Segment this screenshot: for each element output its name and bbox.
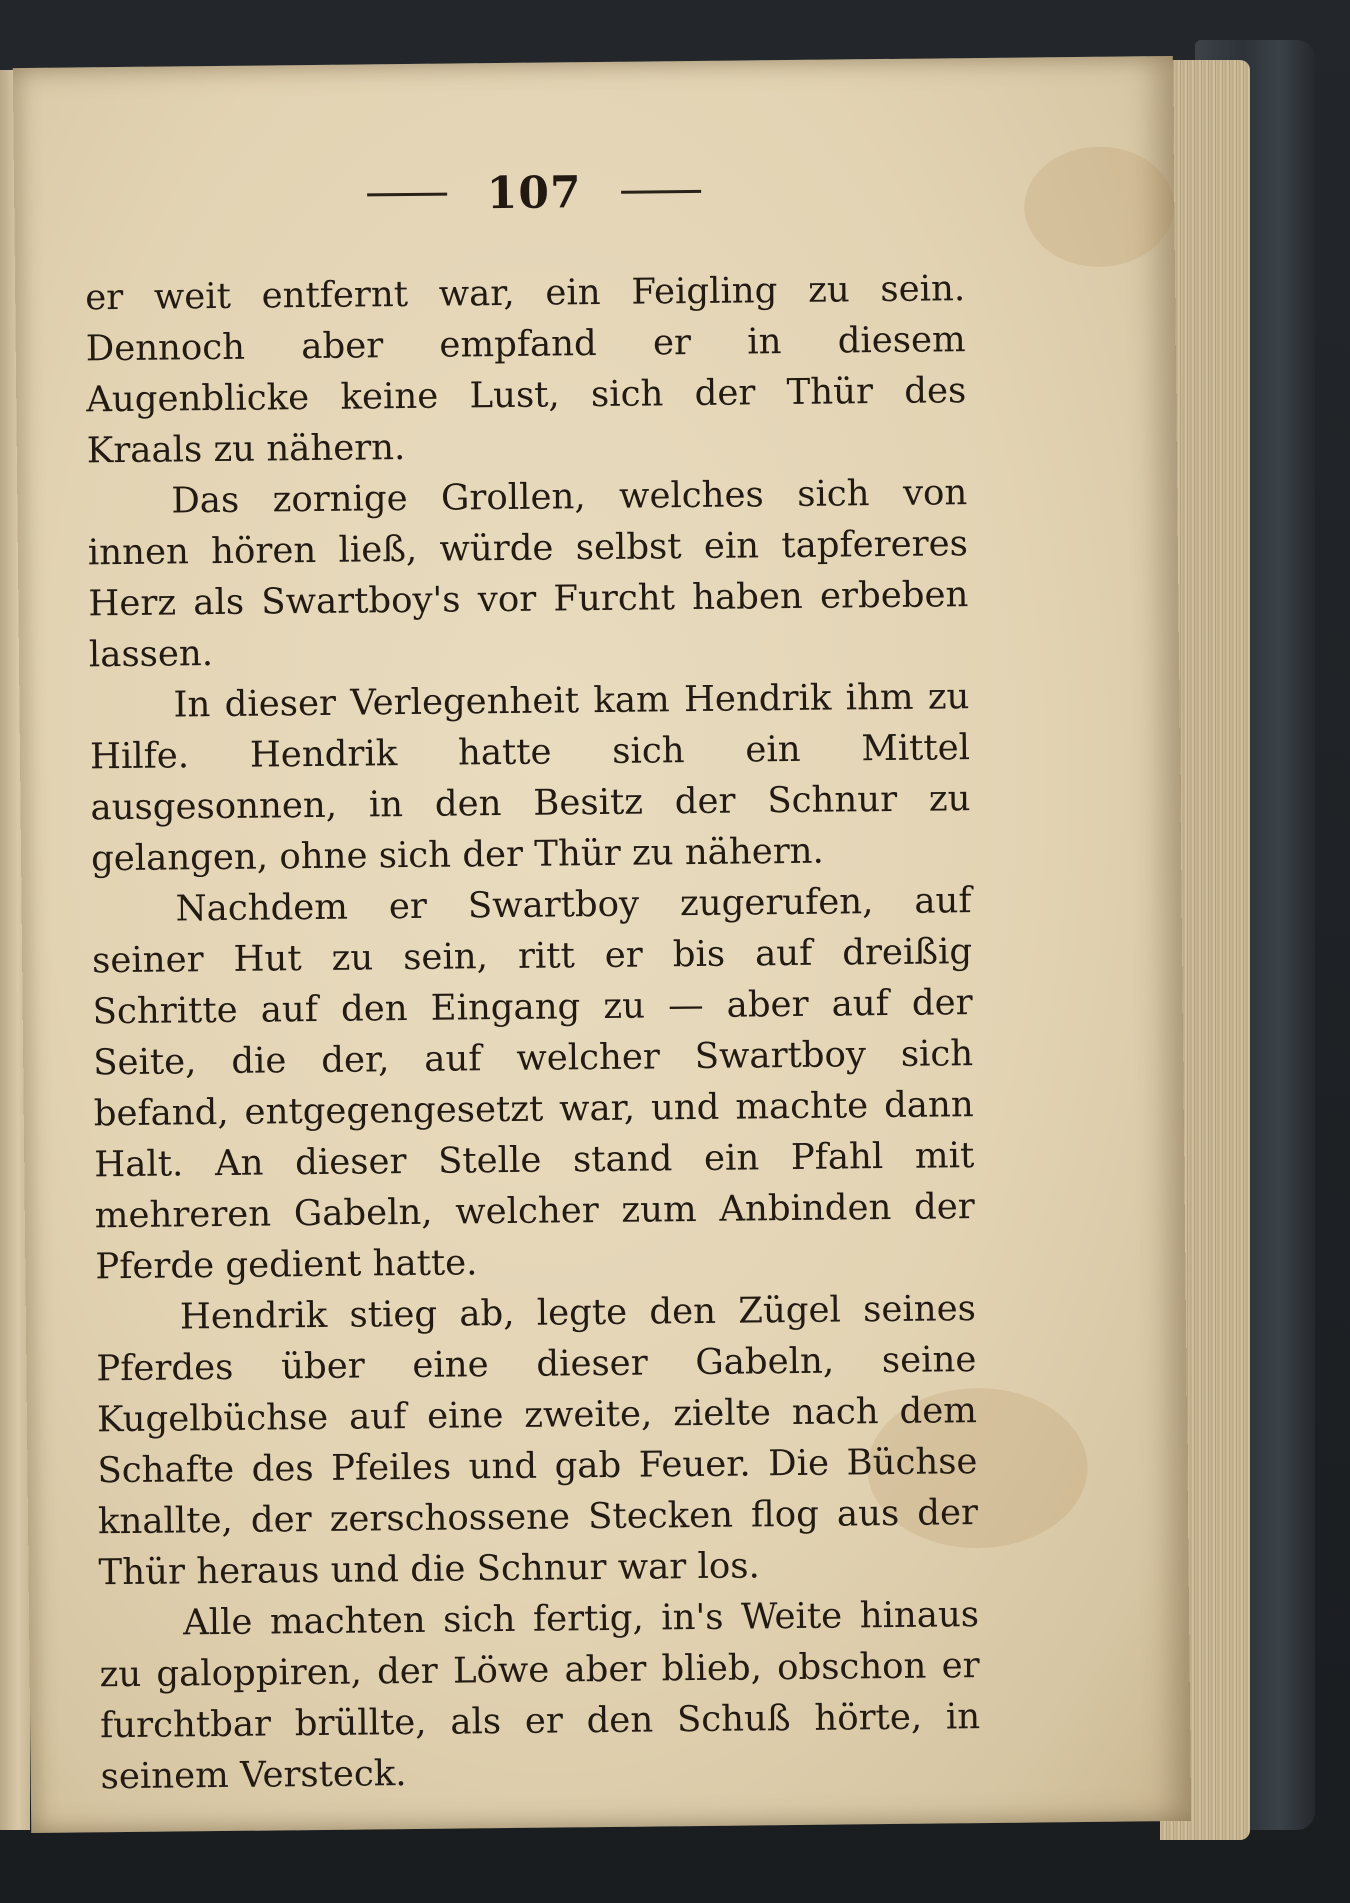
paragraph: Nachdem er Swartboy zugerufen, auf seiner Hut zu sein, ritt er bis auf dreißig Schritte auf den Eingang zu — aber auf der Seite, die der, auf welcher Swartboy sich befand, entgegengesetzt war, und machte dann Halt. An dieser Stelle stand ein Pfahl mit mehreren Gabeln, welcher zum Anbinden der Pferde gedient hatte. <box>91 880 975 1288</box>
paragraph: er weit entfernt war, ein Feigling zu sein. Dennoch aber empfand er in diesem Augenblicke keine Lust, sich der Thür des Kraals zu nähern. <box>84 268 967 472</box>
body-text <box>85 263 981 1802</box>
paragraph: Das zornige Grollen, welches sich von innen hören ließ, würde selbst ein tapfereres Herz als Swartboy's vor Furcht haben erbeben lassen. <box>87 472 969 676</box>
book-page <box>13 56 1191 1833</box>
header-rule-right <box>622 189 702 193</box>
header-rule-left <box>367 192 447 196</box>
paragraph: Alle machten sich fertig, in's Weite hinaus zu galoppiren, der Löwe aber blieb, obschon er furchtbar brüllte, als er den Schuß hörte, in seinem Versteck. <box>99 1594 981 1798</box>
page-header <box>14 157 1055 228</box>
paragraph: In dieser Verlegenheit kam Hendrik ihm zu Hilfe. Hendrik hatte sich ein Mittel ausgesonnen, in den Besitz der Schnur zu gelangen, ohne sich der Thür zu nähern. <box>89 676 971 880</box>
paragraph: Hendrik stieg ab, legte den Zügel seines Pferdes über eine dieser Gabeln, seine Kugelbüchse auf eine zweite, zielte nach dem Schafte des Pfeiles und gab Feuer. Die Büchse knallte, der zerschossene Stecken flog aus der Thür heraus und die Schnur war los. <box>96 1288 979 1594</box>
page-number: 107 <box>486 166 582 219</box>
